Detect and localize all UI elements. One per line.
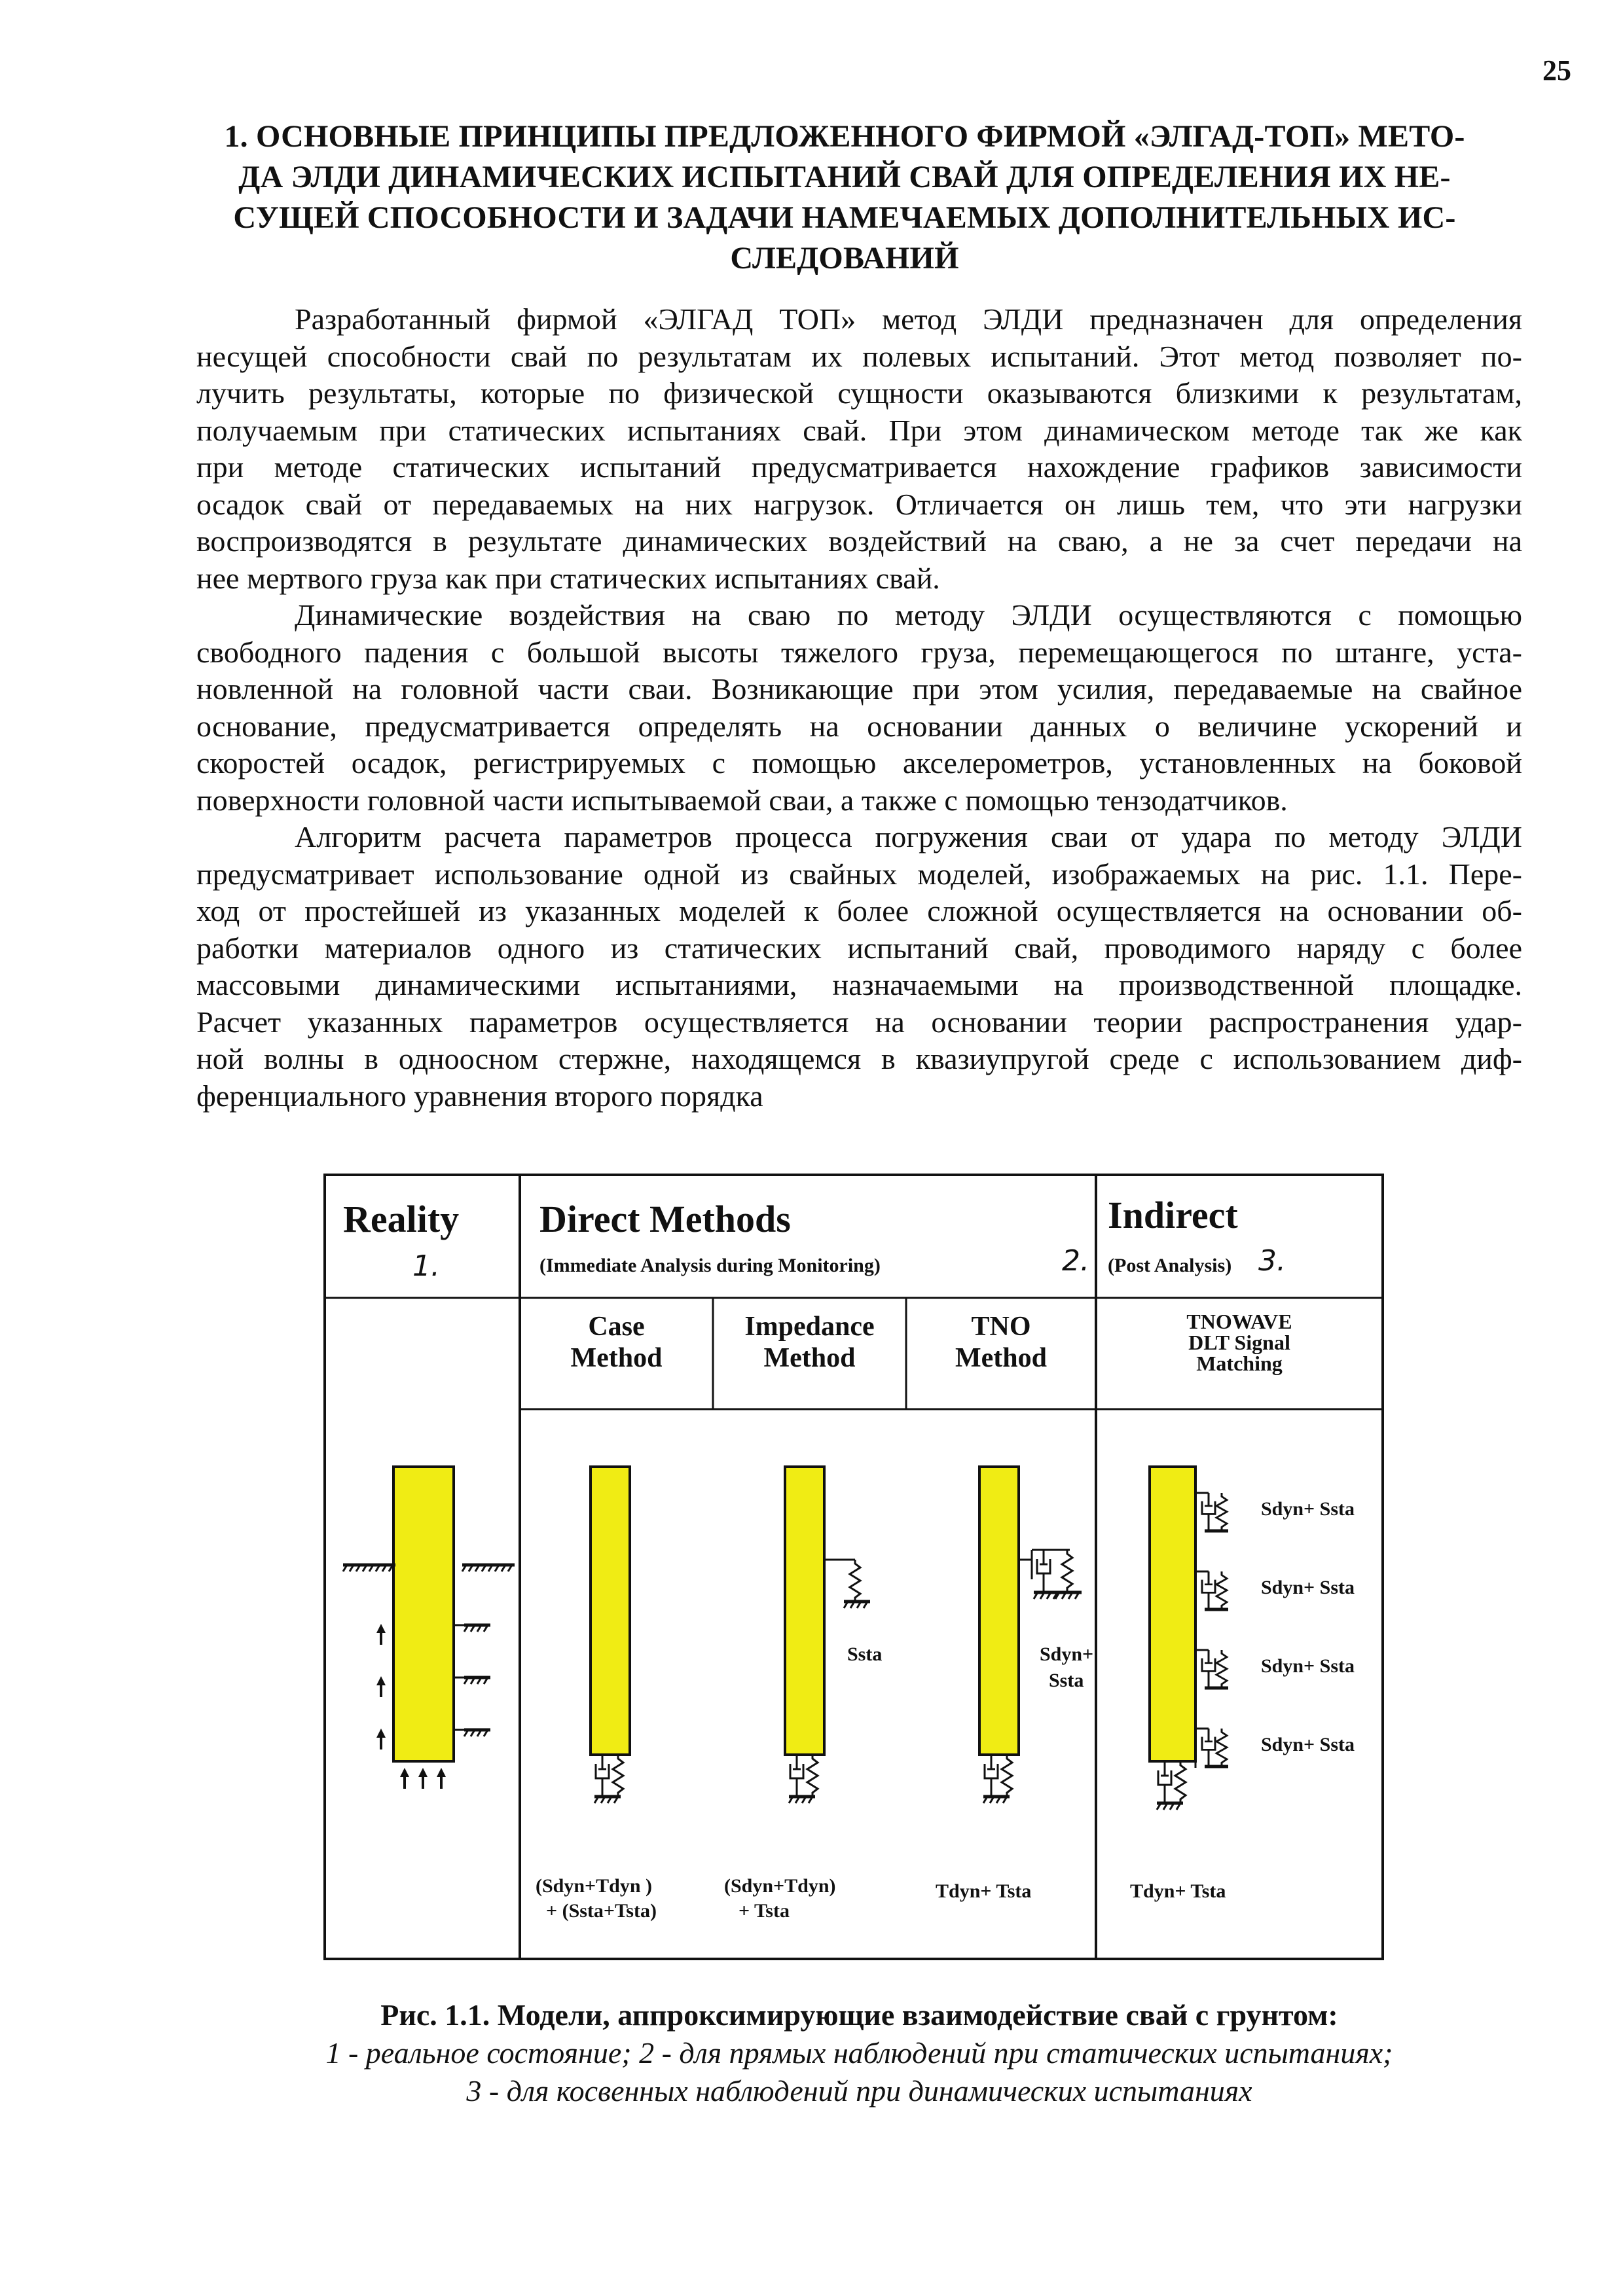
impedance-formula-2: + Tsta — [739, 1900, 790, 1922]
text-line: лучить результаты, которые по физической сущности оказываются близкими к результатам, — [196, 376, 1522, 410]
tno-bottom-label: Tdyn+ Tsta — [936, 1880, 1032, 1902]
tno-method-header — [906, 1311, 1096, 1374]
section-title — [196, 117, 1493, 279]
col-reality-num: 1. — [412, 1249, 440, 1283]
text-line: Расчет указанных параметров осуществляется на основании теории распространения удар- — [196, 1005, 1522, 1039]
pile-case-method — [591, 1467, 630, 1755]
text-line: ход от простейшей из указанных моделей к более сложной осуществляется на основании об- — [196, 894, 1522, 927]
text-line: работки материалов одного из статических испытаний свай, проводимого наряду с более — [196, 931, 1522, 965]
page-number: 25 — [1542, 54, 1571, 86]
tno-side-label-2: Ssta — [1049, 1670, 1084, 1691]
tnowave-line: DLT Signal — [1188, 1331, 1290, 1354]
text-line: воспроизводятся в результате динамических воздействий на сваю, а не за счет передачи на — [196, 524, 1522, 558]
col-direct-subtitle: (Immediate Analysis during Monitoring) — [539, 1255, 881, 1276]
text-line: при методе статических испытаний предусматривается нахождение графиков зависимости — [196, 450, 1522, 484]
pile-tno-method — [979, 1467, 1019, 1755]
tnowave-line: Matching — [1196, 1352, 1283, 1375]
text-line: ференциального уравнения второго порядка — [196, 1079, 763, 1113]
caption-title: Рис. 1.1. Модели, аппроксимирующие взаимодействие свай с грунтом: — [380, 1998, 1338, 2032]
tnowave-spring-label: Sdyn+ Ssta — [1261, 1655, 1355, 1677]
tnowave-spring-label: Sdyn+ Ssta — [1261, 1734, 1355, 1755]
case-method-line: Case — [588, 1312, 645, 1342]
pile-impedance-method — [785, 1467, 824, 1755]
impedance-method-line: Method — [763, 1343, 856, 1373]
tno-method-line: Method — [955, 1343, 1047, 1373]
body-text — [196, 301, 1522, 1115]
col-indirect-title: Indirect — [1108, 1194, 1238, 1236]
impedance-formula-1: (Sdyn+Tdyn) — [724, 1875, 836, 1897]
pile-tnowave — [1150, 1467, 1195, 1761]
case-formula-1: (Sdyn+Tdyn ) — [536, 1875, 653, 1897]
impedance-side-label: Ssta — [847, 1643, 883, 1665]
col-indirect-num: 3. — [1258, 1244, 1286, 1278]
tnowave-bottom-label: Tdyn+ Tsta — [1130, 1880, 1226, 1902]
text-line: свободного падения с большой высоты тяжелого груза, перемещающегося по штанге, уста- — [196, 635, 1522, 669]
impedance-method-line: Impedance — [744, 1312, 875, 1342]
text-line: осадок свай от передаваемых на них нагрузок. Отличается он лишь тем, что эти нагрузки — [196, 487, 1522, 521]
text-line: Разработанный фирмой «ЭЛГАД ТОП» метод ЭЛДИ предназначен для определения — [295, 302, 1522, 336]
title-line: 1. ОСНОВНЫЕ ПРИНЦИПЫ ПРЕДЛОЖЕННОГО ФИРМОЙ «ЭЛГАД-ТОП» МЕТО- — [224, 119, 1465, 154]
text-line: несущей способности свай по результатам их полевых испытаний. Этот метод позволяет по- — [196, 339, 1522, 373]
tnowave-spring-label: Sdyn+ Ssta — [1261, 1498, 1355, 1520]
col-direct-title: Direct Methods — [539, 1198, 791, 1240]
text-line: новленной на головной части сваи. Возникающие при этом усилия, передаваемые на свайное — [196, 672, 1522, 706]
text-line: основание, предусматривается определять на основании данных о величине ускорений и — [196, 709, 1522, 743]
text-line: получаемым при статических испытаниях свай. При этом динамическом методе так же как — [196, 413, 1522, 447]
title-line: СУЩЕЙ СПОСОБНОСТИ И ЗАДАЧИ НАМЕЧАЕМЫХ ДОПОЛНИТЕЛЬНЫХ ИС- — [233, 200, 1456, 235]
tnowave-header — [1096, 1311, 1383, 1374]
tnowave-line: TNOWAVE — [1186, 1310, 1292, 1333]
text-line: скоростей осадок, регистрируемых с помощью акселерометров, установленных на боковой — [196, 746, 1522, 780]
figure-drawing — [323, 1174, 1384, 1960]
text-line: ной волны в одноосном стержне, находящемся в квазиупругой среде с использованием диф- — [196, 1042, 1522, 1075]
case-formula-2: + (Ssta+Tsta) — [546, 1900, 657, 1922]
col-reality-title: Reality — [343, 1198, 460, 1240]
impedance-method-header — [713, 1311, 906, 1374]
col-direct-num: 2. — [1062, 1244, 1089, 1278]
tno-method-line: TNO — [971, 1312, 1031, 1342]
pile-models-figure — [323, 1174, 1384, 1960]
figure-caption — [196, 1996, 1522, 2110]
title-line: ДА ЭЛДИ ДИНАМИЧЕСКИХ ИСПЫТАНИЙ СВАЙ ДЛЯ ОПРЕДЕЛЕНИЯ ИХ НЕ- — [238, 160, 1451, 194]
caption-line: 1 - реальное состояние; 2 - для прямых наблюдений при статических испытаниях; — [325, 2036, 1393, 2070]
case-method-header — [520, 1311, 713, 1374]
text-line: массовыми динамическими испытаниями, назначаемыми на производственной площадке. — [196, 968, 1522, 1001]
tno-side-label-1: Sdyn+ — [1040, 1643, 1094, 1665]
text-line: предусматривает использование одной из свайных моделей, изображаемых на рис. 1.1. Пере- — [196, 857, 1522, 891]
text-line: поверхности головной части испытываемой сваи, а также с помощью тензодатчиков. — [196, 783, 1288, 817]
pile-reality — [393, 1467, 454, 1761]
text-line: Динамические воздействия на сваю по методу ЭЛДИ осуществляются с помощью — [295, 598, 1522, 632]
text-line: нее мертвого груза как при статических испытаниях свай. — [196, 561, 940, 595]
case-method-line: Method — [570, 1343, 663, 1373]
title-line: СЛЕДОВАНИЙ — [730, 241, 959, 276]
caption-line: 3 - для косвенных наблюдений при динамических испытаниях — [466, 2074, 1252, 2108]
tnowave-spring-label: Sdyn+ Ssta — [1261, 1577, 1355, 1598]
text-line: Алгоритм расчета параметров процесса погружения сваи от удара по методу ЭЛДИ — [295, 820, 1522, 853]
col-indirect-subtitle: (Post Analysis) — [1108, 1255, 1232, 1276]
